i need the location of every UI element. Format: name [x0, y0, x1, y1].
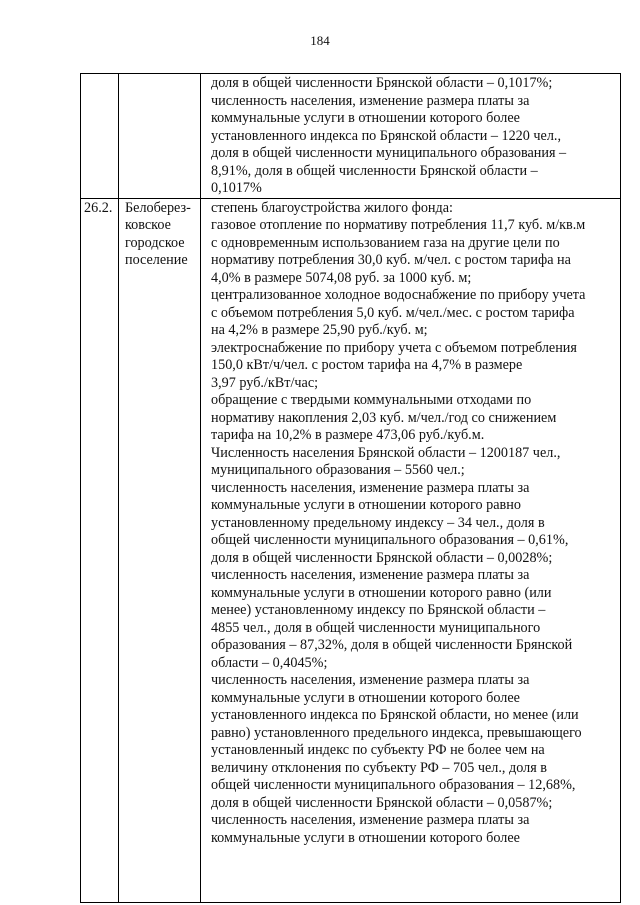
- municipality-cell: [119, 74, 201, 199]
- description-cell: [201, 198, 621, 903]
- text-line: тарифа на 10,2% в размере 473,06 руб./куб.м.: [211, 427, 485, 443]
- text-line: численность населения, изменение размера платы за: [211, 92, 530, 109]
- name-line: Белоберез-: [125, 199, 191, 216]
- text-line: коммунальные услуги в отношении которого более: [211, 829, 520, 846]
- document-table: [80, 73, 621, 903]
- page-number: 184: [310, 33, 330, 48]
- row-number: 26.2.: [84, 199, 113, 216]
- text-line: равно) установленного предельного индекса, превышающего: [211, 724, 582, 741]
- text-line: электроснабжение по прибору учета с объемом потребления: [211, 339, 577, 356]
- table-row: [81, 198, 621, 903]
- name-line: ковское: [125, 217, 171, 233]
- table-row: [81, 74, 621, 199]
- text-line: степень благоустройства жилого фонда:: [211, 199, 453, 216]
- text-line: с одновременным использованием газа на другие цели по: [211, 234, 560, 251]
- text-line: муниципального образования – 5560 чел.;: [211, 462, 465, 478]
- text-line: нормативу накопления 2,03 куб. м/чел./год со снижением: [211, 409, 557, 426]
- description-text: [201, 74, 620, 198]
- text-line: общей численности муниципального образования – 12,68%,: [211, 777, 576, 793]
- text-line: Численность населения Брянской области – 1200187 чел.,: [211, 444, 561, 461]
- text-line: с объемом потребления 5,0 куб. м/чел./мес. с ростом тарифа: [211, 304, 575, 321]
- text-line: нормативу потребления 30,0 куб. м/чел. с ростом тарифа на: [211, 252, 571, 268]
- text-line: установленный индекс по субъекту РФ не более чем на: [211, 742, 545, 758]
- name-line: поселение: [125, 252, 188, 268]
- text-line: численность населения, изменение размера платы за: [211, 479, 530, 496]
- text-line: численность населения, изменение размера платы за: [211, 812, 530, 828]
- text-line: общей численности муниципального образования – 0,61%,: [211, 532, 569, 548]
- text-line: коммунальные услуги в отношении которого более: [211, 110, 520, 126]
- text-line: образования – 87,32%, доля в общей численности Брянской: [211, 637, 573, 653]
- row-number-cell: [81, 74, 119, 199]
- text-line: коммунальные услуги в отношении которого равно (или: [211, 584, 552, 601]
- text-line: 3,97 руб./кВт/час;: [211, 374, 319, 391]
- text-line: доля в общей численности муниципального образования –: [211, 145, 567, 161]
- text-line: доля в общей численности Брянской области – 0,0587%;: [211, 794, 553, 811]
- text-line: величину отклонения по субъекту РФ – 705 чел., доля в: [211, 759, 547, 776]
- municipality-name: [119, 199, 200, 270]
- text-line: централизованное холодное водоснабжение по прибору учета: [211, 287, 586, 303]
- row-number-cell: [81, 198, 119, 903]
- description-cell: [201, 74, 621, 199]
- text-line: 150,0 кВт/ч/чел. с ростом тарифа на 4,7% в размере: [211, 357, 523, 373]
- text-line: численность населения, изменение размера платы за: [211, 567, 530, 583]
- text-line: установленного индекса по Брянской области – 1220 чел.,: [211, 127, 562, 144]
- text-line: 4855 чел., доля в общей численности муниципального: [211, 619, 541, 636]
- text-line: коммунальные услуги в отношении которого более: [211, 689, 520, 706]
- text-line: численность населения, изменение размера платы за: [211, 672, 530, 688]
- text-line: доля в общей численности Брянской области – 0,1017%;: [211, 75, 553, 91]
- description-text: [201, 199, 620, 848]
- text-line: 0,1017%: [211, 180, 262, 196]
- text-line: доля в общей численности Брянской области – 0,0028%;: [211, 549, 553, 566]
- text-line: установленному предельному индексу – 34 чел., доля в: [211, 514, 545, 531]
- text-line: 4,0% в размере 5074,08 руб. за 1000 куб. м;: [211, 269, 472, 286]
- text-line: менее) установленному индексу по Брянской области –: [211, 602, 546, 618]
- text-line: газовое отопление по нормативу потребления 11,7 куб. м/кв.м: [211, 217, 586, 233]
- text-line: 8,91%, доля в общей численности Брянской области –: [211, 162, 538, 179]
- text-line: коммунальные услуги в отношении которого равно: [211, 497, 521, 513]
- text-line: установленного индекса по Брянской области, но менее (или: [211, 707, 579, 723]
- text-line: обращение с твердыми коммунальными отходами по: [211, 392, 532, 408]
- text-line: на 4,2% в размере 25,90 руб./куб. м;: [211, 322, 428, 338]
- text-line: области – 0,4045%;: [211, 654, 328, 671]
- name-line: городское: [125, 234, 185, 251]
- municipality-cell: [119, 198, 201, 903]
